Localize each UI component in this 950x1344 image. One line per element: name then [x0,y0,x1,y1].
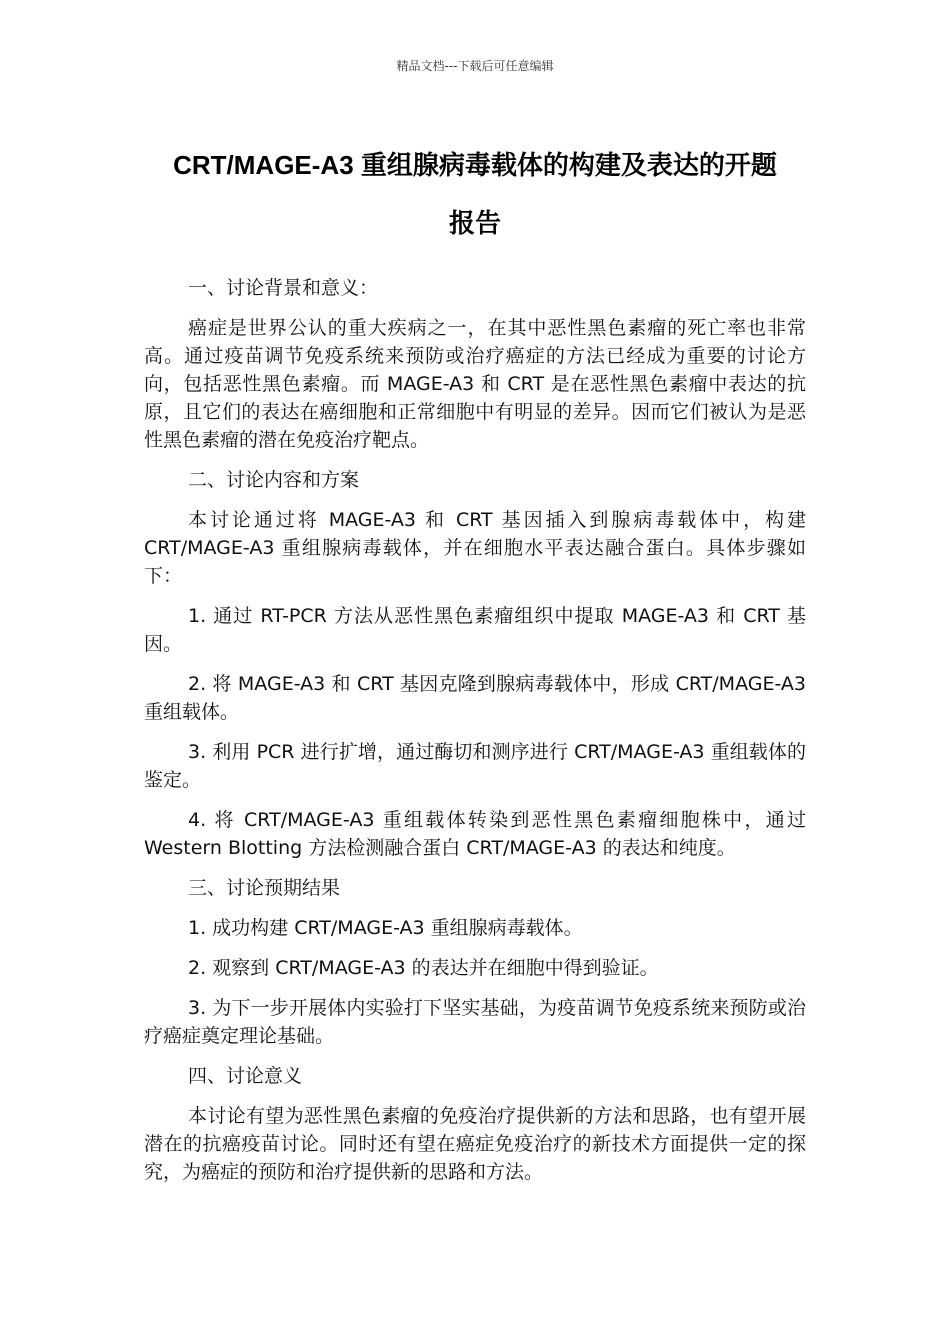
section-heading-results: 三、讨论预期结果 [188,877,341,899]
section-heading-content: 二、讨论内容和方案 [188,469,360,491]
step-2: 2. 将 MAGE-A3 和 CRT 基因克隆到腺病毒载体中，形成 CRT/MAGE-A3 重组载体。 [144,673,806,723]
result-2: 2. 观察到 CRT/MAGE-A3 的表达并在细胞中得到验证。 [188,957,659,979]
section-heading-significance: 四、讨论意义 [188,1065,303,1087]
document-title [140,136,810,252]
result-1: 1. 成功构建 CRT/MAGE-A3 重组腺病毒载体。 [188,917,583,939]
step-1: 1. 通过 RT-PCR 方法从恶性黑色素瘤组织中提取 MAGE-A3 和 CRT 基因。 [144,605,806,655]
step-3: 3. 利用 PCR 进行扩增，通过酶切和测序进行 CRT/MAGE-A3 重组载体的鉴定。 [144,741,806,791]
title-line-2: 报告 [448,208,501,238]
document-body [144,274,806,1198]
step-4: 4. 将 CRT/MAGE-A3 重组载体转染到恶性黑色素瘤细胞株中，通过 Western Blotting 方法检测融合蛋白 CRT/MAGE-A3 的表达和纯度。 [144,809,806,859]
page-header: 精品文档---下载后可任意编辑 [396,59,554,73]
section-heading-background: 一、讨论背景和意义： [188,277,379,299]
result-3: 3. 为下一步开展体内实验打下坚实基础，为疫苗调节免疫系统来预防或治疗癌症奠定理论基础。 [144,997,806,1047]
paragraph-significance: 本讨论有望为恶性黑色素瘤的免疫治疗提供新的方法和思路，也有望开展潜在的抗癌疫苗讨论。同时还有望在癌症免疫治疗的新技术方面提供一定的探究，为癌症的预防和治疗提供新的思路和方法。 [144,1105,806,1183]
paragraph-content-intro: 本讨论通过将 MAGE-A3 和 CRT 基因插入到腺病毒载体中，构建 CRT/MAGE-A3 重组腺病毒载体，并在细胞水平表达融合蛋白。具体步骤如下： [144,509,806,587]
paragraph-background: 癌症是世界公认的重大疾病之一，在其中恶性黑色素瘤的死亡率也非常高。通过疫苗调节免疫系统来预防或治疗癌症的方法已经成为重要的讨论方向，包括恶性黑色素瘤。而 MAGE-A3 和 CRT 是在恶性黑色素瘤中表达的抗原，且它们的表达在癌细胞和正常细胞中有明显的差异。因而它们被认为是恶性黑色素瘤的潜在免疫治疗靶点。 [144,317,806,451]
title-line-1: CRT/MAGE-A3 重组腺病毒载体的构建及表达的开题 [173,150,777,180]
